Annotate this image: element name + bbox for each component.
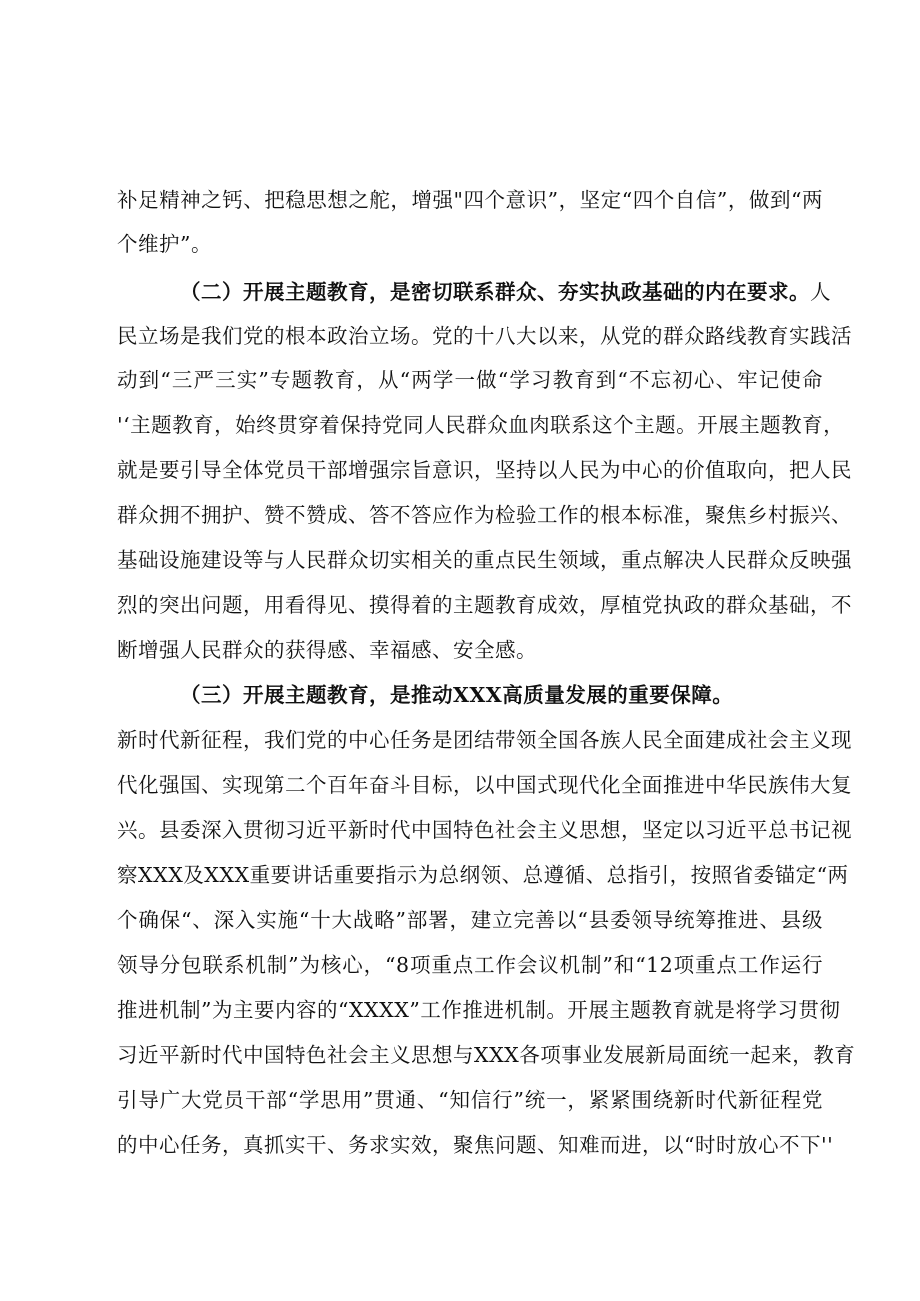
- paragraph-3-line-1: 新时代新征程，我们党的中心任务是团结带领全国各族人民全面建成社会主义现: [117, 728, 852, 752]
- paragraph-3-heading: （三）开展主题教育，是推动XXX高质量发展的重要保障。: [180, 683, 734, 707]
- paragraph-3-line-7: 推进机制”为主要内容的“XXXX”工作推进机制。开展主题教育就是将学习贯彻: [117, 998, 841, 1022]
- paragraph-3-line-10: 的中心任务，真抓实干、务求实效，聚焦问题、知难而进，以“时时放心不下'': [117, 1133, 834, 1157]
- paragraph-3-line-6: 领导分包联系机制”为核心，“8项重点工作会议机制”和“12项重点工作运行: [117, 953, 823, 977]
- paragraph-2-line-3: '‘主题教育，始终贯穿着保持党同人民群众血肉联系这个主题。开展主题教育，: [117, 413, 845, 437]
- paragraph-3-line-2: 代化强国、实现第二个百年奋斗目标，以中国式现代化全面推进中华民族伟大复: [117, 773, 852, 797]
- paragraph-3-line-9: 引导广大党员干部“学思用”贯通、“知信行”统一，紧紧围绕新时代新征程党: [117, 1088, 823, 1112]
- paragraph-2-heading: （二）开展主题教育，是密切联系群众、夯实执政基础的内在要求。: [180, 280, 810, 304]
- paragraph-2-line-8: 断增强人民群众的获得感、幸福感、安全感。: [117, 638, 537, 662]
- paragraph-2-heading-tail: 人: [810, 280, 831, 304]
- paragraph-3-line-4: 察XXX及XXX重要讲话重要指示为总纲领、总遵循、总指引，按照省委锚定“两: [117, 863, 849, 887]
- paragraph-2-line-4: 就是要引导全体党员干部增强宗旨意识，坚持以人民为中心的价值取向，把人民: [117, 458, 852, 482]
- paragraph-2-line-6: 基础设施建设等与人民群众切实相关的重点民生领域，重点解决人民群众反映强: [117, 548, 852, 572]
- paragraph-1-line-2: 个维护”。: [117, 232, 212, 256]
- paragraph-2-line-5: 群众拥不拥护、赞不赞成、答不答应作为检验工作的根本标准，聚焦乡村振兴、: [117, 503, 852, 527]
- paragraph-3-line-8: 习近平新时代中国特色社会主义思想与XXX各项事业发展新局面统一起来，教育: [117, 1043, 856, 1067]
- paragraph-3-line-5: 个确保“、深入实施“十大战略”部署，建立完善以“县委领导统筹推进、县级: [117, 908, 823, 932]
- paragraph-2-line-1: 民立场是我们党的根本政治立场。党的十八大以来，从党的群众路线教育实践活: [117, 324, 852, 348]
- paragraph-3-line-3: 兴。县委深入贯彻习近平新时代中国特色社会主义思想，坚定以习近平总书记视: [117, 818, 852, 842]
- paragraph-2-line-2: 动到“三严三实”专题教育，从“两学一做“学习教育到“不忘初心、牢记使命: [117, 368, 823, 392]
- paragraph-2-line-7: 烈的突出问题，用看得见、摸得着的主题教育成效，厚植党执政的群众基础，不: [117, 593, 852, 617]
- paragraph-2-heading-line: [117, 277, 831, 307]
- paragraph-1-line-1: 补足精神之钙、把稳思想之舵，增强"四个意识”，坚定“四个自信”，做到“两: [117, 188, 823, 212]
